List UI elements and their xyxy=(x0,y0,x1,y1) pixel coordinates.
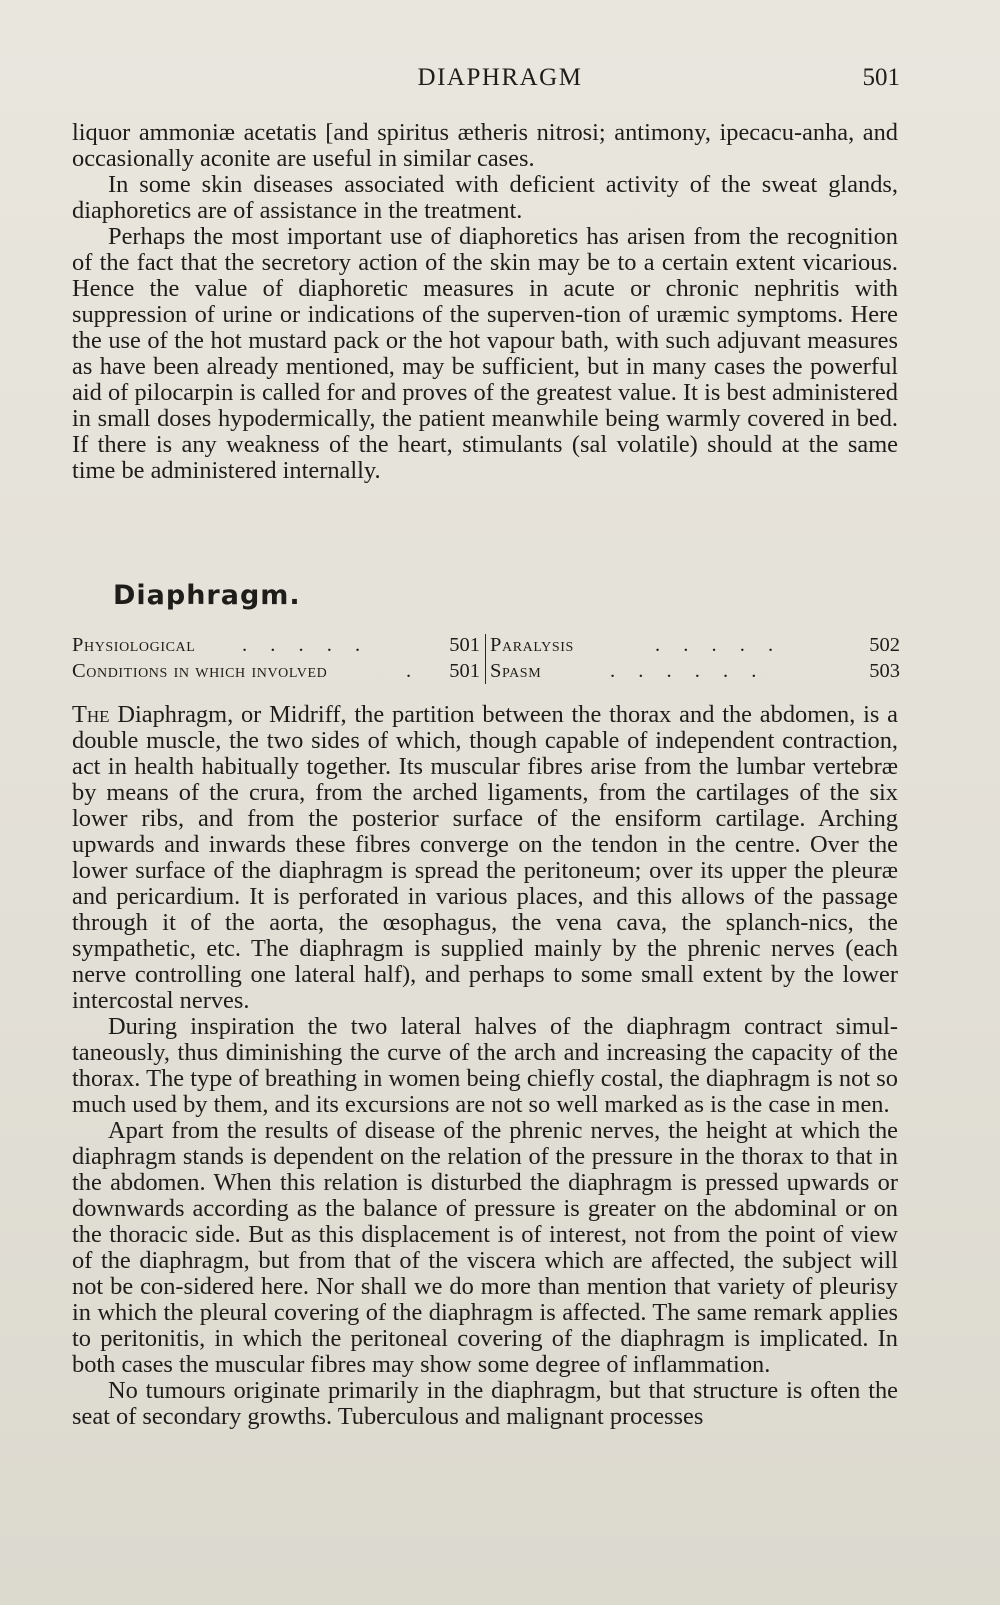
running-head xyxy=(0,64,1000,104)
section-contents xyxy=(72,632,900,688)
contents-entry-page: 501 xyxy=(449,660,480,682)
contents-entry xyxy=(490,658,900,684)
contents-divider xyxy=(485,634,486,684)
contents-column-left xyxy=(72,632,480,684)
opening-paragraph-text: Diaphragm, or Midriff, the partition between the thorax and the abdomen, is a double muscle, the two sides of which, though capable of independent contraction, act in health habitually together. Its muscular fibres arise from the lumbar vertebræ by means of the crura, from the arched ligaments, from the cartilages of the six lower ribs, and from the posterior surface of the ensiform cartilage. Arching upwards and inwards these fibres converge on the tendon in the centre. Over the lower surface of the diaphragm is spread the peritoneum; over its upper the pleuræ and pericardium. It is perforated in various places, and this allows of the passage through it of the aorta, the œsophagus, the vena cava, the splanch-nics, the sympathetic, etc. The diaphragm is supplied mainly by the phrenic nerves (each nerve controlling one lateral half), and perhaps to some small extent by the lower intercostal nerves. xyxy=(72,701,898,1014)
contents-column-right xyxy=(490,632,900,684)
paragraph-continued: liquor ammoniæ acetatis [and spiritus ætheris nitrosi; antimony, ipecacu-anha, and occasionally aconite are useful in similar cases. xyxy=(72,119,898,172)
main-text-block xyxy=(72,702,898,1430)
contents-entry-label: Paralysis xyxy=(490,634,574,656)
paragraph: No tumours originate primarily in the diaphragm, but that structure is often the seat of secondary growths. Tuberculous and malignant processes xyxy=(72,1377,898,1430)
contents-entry-leader: . . . . . xyxy=(655,634,783,656)
running-head-title: DIAPHRAGM xyxy=(417,64,583,91)
contents-entry-label: Spasm xyxy=(490,660,542,682)
contents-entry-leader: . . . . . . xyxy=(610,660,766,682)
contents-entry-label: Physiological xyxy=(72,634,196,656)
contents-entry-page: 501 xyxy=(449,634,480,656)
paragraph: In some skin diseases associated with deficient activity of the sweat glands, diaphoretics are of assistance in the treatment. xyxy=(72,171,898,224)
contents-entry xyxy=(72,632,480,658)
paragraph-opening xyxy=(72,702,898,1014)
paragraph: Apart from the results of disease of the phrenic nerves, the height at which the diaphragm stands is dependent on the relation of the pressure in the thorax to that in the abdomen. When this relation is disturbed the diaphragm is pressed upwards or downwards according as the balance of pressure is greater on the abdominal or on the thoracic side. But as this displacement is of interest, not from the point of view of the diaphragm, but from that of the viscera which are affected, the subject will not be con-sidered here. Nor shall we do more than mention that variety of pleurisy in which the pleural covering of the diaphragm is affected. The same remark applies to peritonitis, in which the peritoneal covering of the diaphragm is implicated. In both cases the muscular fibres may show some degree of inflammation. xyxy=(72,1117,898,1378)
opening-word: The xyxy=(72,701,110,728)
section-heading: Diaphragm. xyxy=(113,580,301,611)
paragraph: Perhaps the most important use of diaphoretics has arisen from the recognition of the fact that the secretory action of the skin may be to a certain extent vicarious. Hence the value of diaphoretic measures in acute or chronic nephritis with suppression of urine or indications of the superven-tion of uræmic symptoms. Here the use of the hot mustard pack or the hot vapour bath, with such adjuvant measures as have been already mentioned, may be sufficient, but in many cases the powerful aid of pilocarpin is called for and proves of the greatest value. It is best administered in small doses hypodermically, the patient meanwhile being warmly covered in bed. If there is any weakness of the heart, stimulants (sal volatile) should at the same time be administered internally. xyxy=(72,223,898,484)
contents-entry xyxy=(72,658,480,684)
contents-entry-page: 502 xyxy=(869,634,900,656)
contents-entry-label: Conditions in which involved xyxy=(72,660,328,682)
contents-entry xyxy=(490,632,900,658)
page-number: 501 xyxy=(862,64,900,91)
paragraph: During inspiration the two lateral halves of the diaphragm contract simul-taneously, thus diminishing the curve of the arch and increasing the capacity of the thorax. The type of breathing in women being chiefly costal, the diaphragm is not so much used by them, and its excursions are not so well marked as is the case in men. xyxy=(72,1013,898,1118)
top-text-block xyxy=(72,120,898,484)
contents-entry-leader: . xyxy=(406,660,421,682)
contents-entry-page: 503 xyxy=(869,660,900,682)
contents-entry-leader: . . . . . xyxy=(242,634,370,656)
